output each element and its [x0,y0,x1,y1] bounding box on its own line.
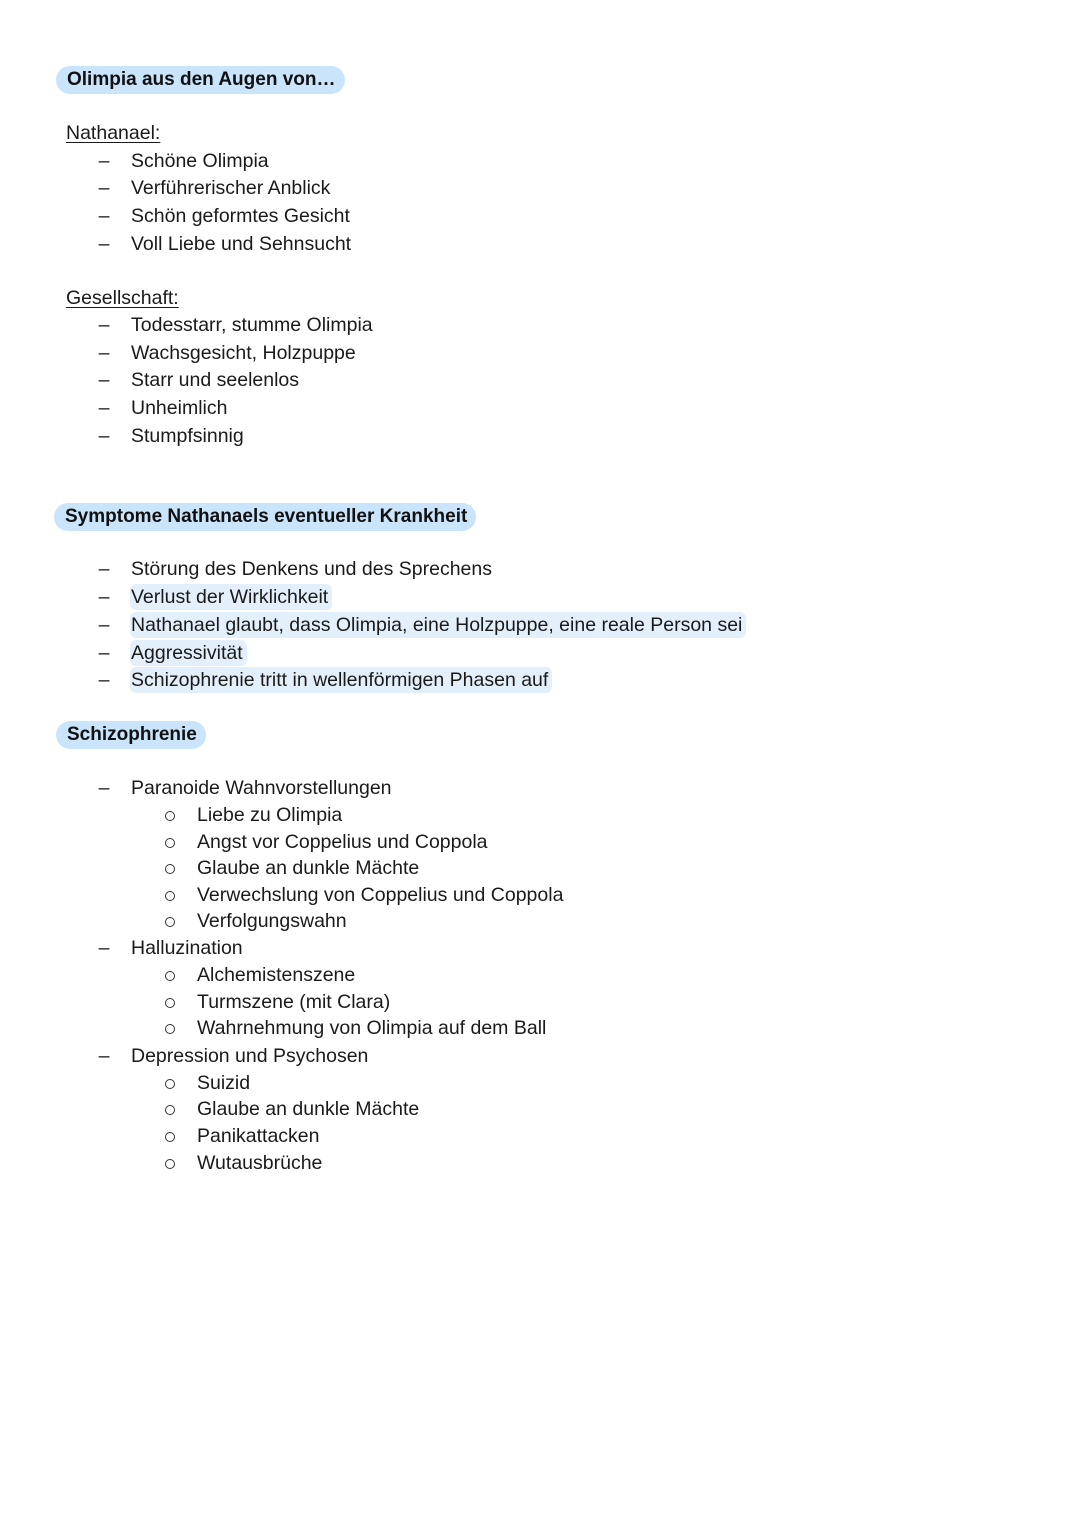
subheading-gesellschaft: Gesellschaft: [66,287,179,309]
dash-bullet-icon: – [98,777,110,799]
dash-bullet-icon: – [98,314,110,336]
document-page: Olimpia aus den Augen von… Nathanael: – Schöne Olimpia – Verführerischer Anblick – Schön geformtes Gesicht – Voll Liebe und Sehnsucht Gesellschaft: – Todesstarr, stumme Olimpia – Wachsgesicht, Holzpuppe – Starr und seelenlos – Unheimlich – Stumpfsinnig Symptome Nathanaels eventueller Krankheit – Störung des Denkens und des Sprechens – Verlust der Wirklichkeit – Nathanael glaubt, dass Olimpia, eine Holzpuppe, eine reale Person sei – Aggressivität – Schizophrenie tritt in wellenförmigen Phasen auf Schizophrenie – Paranoide Wahnvorstellungen Liebe zu Olimpia Angst vor Coppelius und Coppola Glaube an dunkle Mächte Verwechslung von Coppelius und Coppola Verfolgungswahn – Halluzination Alchemistenszene Turmszene (mit Clara) Wahrnehmung von Olimpia auf dem Ball – Depression und Psychosen Suizid Glaube an dunkle Mächte Panikattacken Wutausbrüche [0,0,1080,1527]
dash-bullet-icon: – [98,425,110,447]
circle-bullet-icon [165,917,175,927]
dash-bullet-icon: – [98,937,110,959]
dash-bullet-icon: – [98,669,110,691]
dash-bullet-icon: – [98,397,110,419]
section-heading-symptome: Symptome Nathanaels eventueller Krankheit [54,503,476,531]
circle-bullet-icon [165,971,175,981]
dash-bullet-icon: – [98,1045,110,1067]
circle-bullet-icon [165,998,175,1008]
circle-bullet-icon [165,838,175,848]
section-heading-schizophrenie: Schizophrenie [56,721,206,749]
circle-bullet-icon [165,864,175,874]
dash-bullet-icon: – [98,342,110,364]
dash-bullet-icon: – [98,150,110,172]
circle-bullet-icon [165,811,175,821]
circle-bullet-icon [165,1024,175,1034]
dash-bullet-icon: – [98,205,110,227]
dash-bullet-icon: – [98,233,110,255]
section-heading-olimpia: Olimpia aus den Augen von… [56,66,345,94]
circle-bullet-icon [165,1159,175,1169]
subheading-nathanael: Nathanael: [66,122,161,144]
dash-bullet-icon: – [98,586,110,608]
dash-bullet-icon: – [98,614,110,636]
circle-bullet-icon [165,1132,175,1142]
circle-bullet-icon [165,891,175,901]
dash-bullet-icon: – [98,369,110,391]
dash-bullet-icon: – [98,177,110,199]
dash-bullet-icon: – [98,642,110,664]
circle-bullet-icon [165,1079,175,1089]
dash-bullet-icon: – [98,558,110,580]
circle-bullet-icon [165,1105,175,1115]
